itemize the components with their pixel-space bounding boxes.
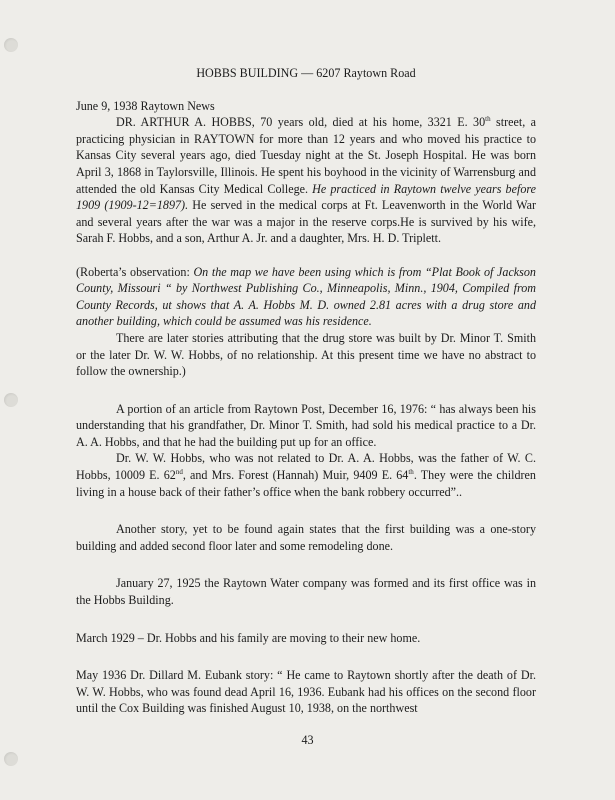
ww-hobbs-paragraph <box>76 450 536 500</box>
superscript: nd <box>175 468 183 477</box>
later-stories-paragraph: There are later stories attributing that the drug store was built by Dr. Minor T. Smith or the later Dr. W. W. Hobbs, of no relationship. At this present time we have no abstract to follow the ownership.) <box>76 330 536 379</box>
obituary-italic-note: He practiced in Raytown twelve years before 1909 (1909-12=1897). <box>76 181 536 213</box>
another-story-paragraph: Another story, yet to be found again states that the first building was a one-story building and added second floor later and some remodeling done. <box>76 522 536 553</box>
binder-hole <box>4 38 18 52</box>
obituary-text: DR. ARTHUR A. HOBBS, 70 years old, died at his home, 3321 E. 30 <box>116 115 486 130</box>
document-body <box>76 65 536 717</box>
eubank-paragraph: May 1936 Dr. Dillard M. Eubank story: “ He came to Raytown shortly after the death of Dr. W. W. Hobbs, who was found dead April 16, 1936. Eubank had his offices on the second floor until the Cox Building was finished August 10, 1938, on the northwest <box>76 668 536 716</box>
obituary-text: He served in the medical corps at Ft. Leavenworth in the World War and several years after the war was a major in the reserve corps.He is survived by his wife, Sarah F. Hobbs, and a son, Arthur A. Jr. and a daughter, Mrs. H. D. Triplett. <box>76 198 536 246</box>
superscript: th <box>485 115 491 124</box>
page-title: HOBBS BUILDING — 6207 Raytown Road <box>196 66 416 80</box>
ww-hobbs-text: . They were the children living in a house back of their father’s office when the bank robbery occurred”.. <box>76 468 536 499</box>
binder-hole <box>4 752 18 766</box>
binder-hole <box>4 393 18 407</box>
page-number: 43 <box>301 733 314 747</box>
obituary-text: street, a practicing physician in RAYTOWN for more than 12 years and who moved his practice to Kansas City several years ago, died Tuesday night at the St. Joseph Hospital. He was born April 3, 1868 in Taylorsville, Illinois. He spent his boyhood in the vicinity of Warrensburg and attended the old Kansas City Medical College. <box>76 115 536 196</box>
raytown-post-paragraph: A portion of an article from Raytown Post, December 16, 1976: “ has always been his understanding that his grandfather, Dr. Minor T. Smith, had sold his medical practice to a Dr. A. A. Hobbs, and that he had the building put up for an office. <box>76 401 536 449</box>
water-company-paragraph: January 27, 1925 the Raytown Water company was formed and its first office was in the Hobbs Building. <box>76 576 536 608</box>
dateline: June 9, 1938 Raytown News <box>76 98 215 113</box>
ww-hobbs-text: Dr. W. W. Hobbs, who was not related to Dr. A. A. Hobbs, was the father of W. C. Hobbs, 10009 E. 62 <box>76 451 536 483</box>
observation-lead: (Roberta’s observation: <box>76 264 194 279</box>
roberta-observation-paragraph <box>76 264 536 330</box>
observation-italic: On the map we have been using which is from “Plat Book of Jackson County, Missouri “ by Northwest Publishing Co., Minneapolis, Minn., 1904, Compiled from County Records, ut shows that A. A. Hobbs M. D. owned 2.81 acres with a drug store and another building, which could be assumed was his residence. <box>76 264 536 329</box>
obituary-paragraph <box>76 114 536 247</box>
ww-hobbs-text: , and Mrs. Forest (Hannah) Muir, 9409 E. 64 <box>182 468 409 483</box>
march-1929-paragraph: March 1929 – Dr. Hobbs and his family are moving to their new home. <box>76 630 421 645</box>
superscript: th <box>408 468 414 477</box>
